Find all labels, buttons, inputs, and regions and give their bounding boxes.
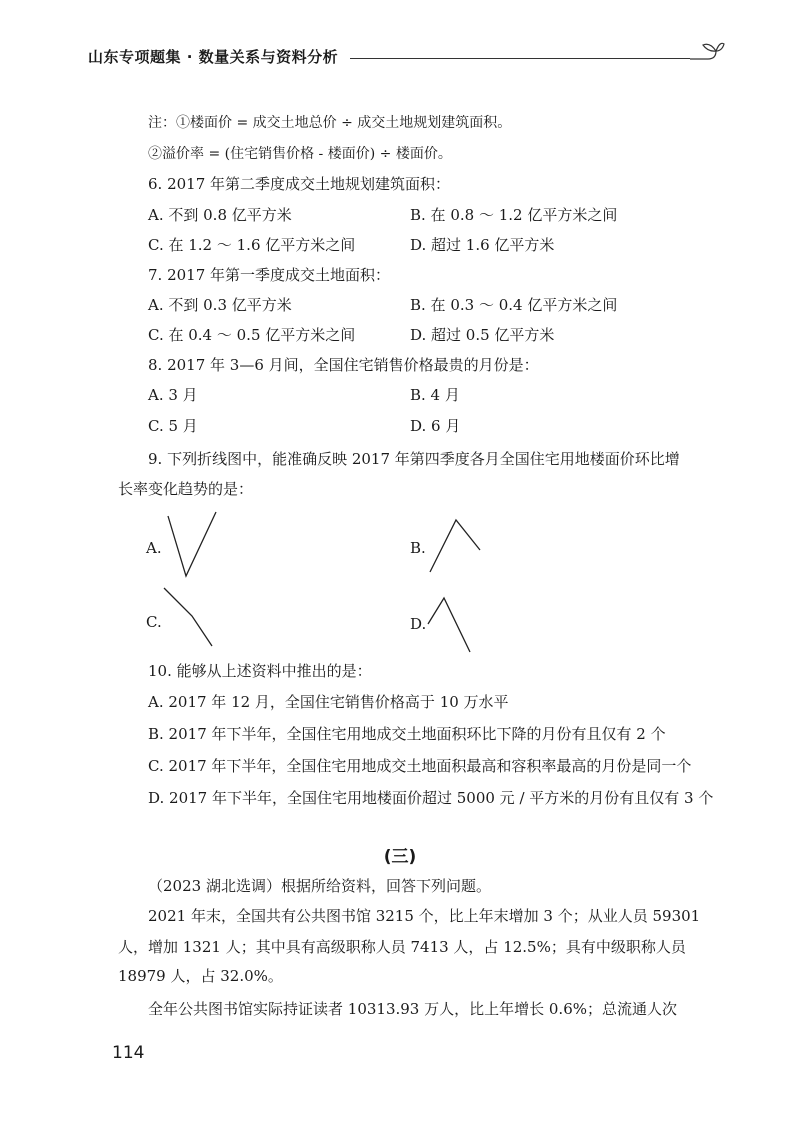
question-9-option-d-label[interactable]: D. [410,615,427,633]
note-line-2: ②溢价率 = (住宅销售价格 - 楼面价) ÷ 楼面价。 [148,146,452,162]
question-9-option-b-line-chart[interactable] [426,514,486,576]
question-6-option-d[interactable]: D. 超过 1.6 亿平方米 [410,236,555,254]
question-10-option-c[interactable]: C. 2017 年下半年，全国住宅用地成交土地面积最高和容积率最高的月份是同一个 [148,757,692,775]
header-rule [350,58,690,59]
passage-p1-line-2: 人，增加 1321 人；其中具有高级职称人员 7413 人，占 12.5%；具有中级职称人员 [118,938,686,956]
question-7-option-b[interactable]: B. 在 0.3 ～ 0.4 亿平方米之间 [410,296,618,314]
passage-p1-line-3: 18979 人，占 32.0%。 [118,967,283,985]
question-9-stem-line-1: 9. 下列折线图中，能准确反映 2017 年第四季度各月全国住宅用地楼面价环比增 [148,450,680,468]
question-9-option-b-label[interactable]: B. [410,539,426,557]
question-9-option-a-label[interactable]: A. [146,539,162,557]
question-9-stem-line-2: 长率变化趋势的是： [118,480,254,498]
question-9-option-c-line-chart[interactable] [160,584,220,650]
passage-p1-line-1: 2021 年末，全国共有公共图书馆 3215 个，比上年末增加 3 个；从业人员 59301 [148,907,701,925]
question-10-option-b[interactable]: B. 2017 年下半年，全国住宅用地成交土地面积环比下降的月份有且仅有 2 个 [148,725,666,743]
section-title: (三) [383,847,417,867]
question-7-option-d[interactable]: D. 超过 0.5 亿平方米 [410,326,555,344]
page-header [88,38,728,78]
question-7-option-c[interactable]: C. 在 0.4 ～ 0.5 亿平方米之间 [148,326,356,344]
page-number: 114 [112,1043,145,1063]
question-10-stem: 10. 能够从上述资料中推出的是： [148,662,372,680]
question-6-option-b[interactable]: B. 在 0.8 ～ 1.2 亿平方米之间 [410,206,618,224]
question-8-option-a[interactable]: A. 3 月 [148,386,198,404]
question-8-option-c[interactable]: C. 5 月 [148,417,198,435]
question-8-stem: 8. 2017 年 3—6 月间，全国住宅销售价格最贵的月份是： [148,356,539,374]
passage-intro: （2023 湖北选调）根据所给资料，回答下列问题。 [148,877,491,895]
question-10-option-a[interactable]: A. 2017 年 12 月，全国住宅销售价格高于 10 万水平 [148,693,509,711]
question-9-option-c-label[interactable]: C. [146,613,162,631]
question-8-option-b[interactable]: B. 4 月 [410,386,460,404]
question-7-option-a[interactable]: A. 不到 0.3 亿平方米 [148,296,292,314]
question-10-option-d[interactable]: D. 2017 年下半年，全国住宅用地楼面价超过 5000 元 / 平方米的月份有且仅有 3 个 [148,789,714,807]
question-9-option-a-line-chart[interactable] [164,508,224,580]
question-6-stem: 6. 2017 年第二季度成交土地规划建筑面积： [148,175,451,193]
sprout-icon [686,38,726,74]
question-8-option-d[interactable]: D. 6 月 [410,417,461,435]
note-line-1: 注：①楼面价 = 成交土地总价 ÷ 成交土地规划建筑面积。 [148,115,512,131]
header-title: 山东专项题集 · 数量关系与资料分析 [88,48,339,66]
question-9-option-d-line-chart[interactable] [424,594,476,658]
passage-p2-line-1: 全年公共图书馆实际持证读者 10313.93 万人，比上年增长 0.6%；总流通人次 [148,1000,677,1018]
question-6-option-a[interactable]: A. 不到 0.8 亿平方米 [148,206,292,224]
question-7-stem: 7. 2017 年第一季度成交土地面积： [148,266,391,284]
question-6-option-c[interactable]: C. 在 1.2 ～ 1.6 亿平方米之间 [148,236,356,254]
